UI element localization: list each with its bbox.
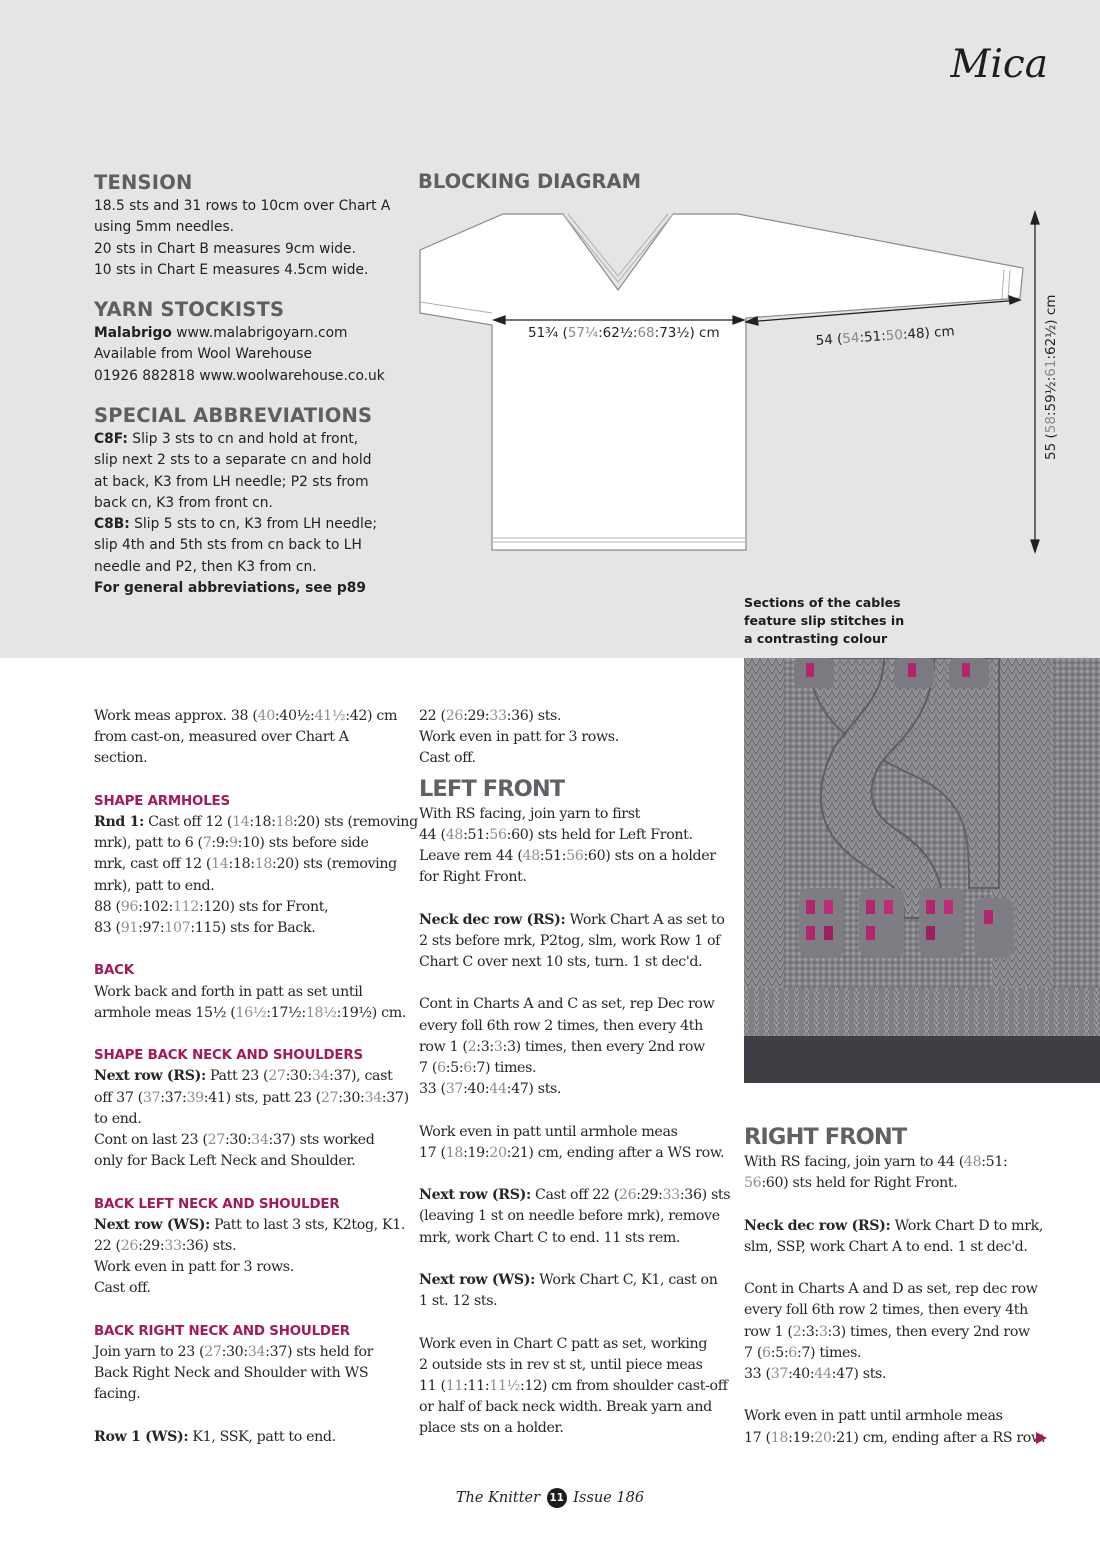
text-line: Cast off.: [94, 1280, 151, 1297]
text-line: or half of back neck width. Break yarn and: [419, 1399, 712, 1416]
text-line: 56:60) sts held for Right Front.: [744, 1175, 958, 1192]
text-line: Cont in Charts A and D as set, rep dec row: [744, 1281, 1038, 1298]
text-line: for Right Front.: [419, 869, 527, 886]
brand-url: www.malabrigoyarn.com: [171, 325, 348, 341]
section-heading-shape-back-neck: SHAPE BACK NECK AND SHOULDERS: [94, 1048, 363, 1064]
section-heading-left-front: LEFT FRONT: [419, 775, 565, 802]
text-line: Work back and forth in patt as set until: [94, 983, 363, 1000]
text-line: Work even in patt until armhole meas: [419, 1123, 678, 1140]
stockists-line: 01926 882818 www.woolwarehouse.co.uk: [94, 367, 385, 384]
page-footer: [0, 1488, 1100, 1508]
text-line: slm, SSP, work Chart A to end. 1 st dec'd.: [744, 1238, 1028, 1255]
text-line: mrk), patt to 6 (7:9:9:10) sts before side: [94, 835, 369, 852]
text-line: Chart C over next 10 sts, turn. 1 st dec'd.: [419, 954, 703, 971]
caption-line: feature slip stitches in: [744, 613, 905, 628]
brand-name: Malabrigo: [94, 325, 172, 341]
text-line: Work even in patt until armhole meas: [744, 1408, 1003, 1425]
magazine-name: The Knitter: [455, 1490, 541, 1506]
text-line: to end.: [94, 1110, 142, 1127]
text-line: Leave rem 44 (48:51:56:60) sts on a holder: [419, 848, 716, 865]
tension-line: using 5mm needles.: [94, 219, 235, 236]
continue-arrow-icon: [1036, 1432, 1047, 1444]
arrowhead: [1031, 212, 1039, 224]
length-measurement: 55 (58:59½:61:62½) cm: [1043, 294, 1059, 460]
text-line: section.: [94, 750, 148, 767]
text-line: off 37 (37:37:39:41) sts, patt 23 (27:30:34:37): [94, 1089, 409, 1106]
abbrev-line: slip next 2 sts to a separate cn and hold: [94, 452, 372, 469]
caption-line: a contrasting colour: [744, 631, 888, 646]
section-heading-right-front: RIGHT FRONT: [744, 1124, 907, 1150]
text-line: 22 (26:29:33:36) sts.: [419, 708, 562, 724]
abbrev-line: slip 4th and 5th sts from cn back to LH: [94, 537, 362, 554]
blocking-diagram: [408, 200, 1068, 560]
section-heading-back: BACK: [94, 963, 134, 979]
instructions-column-1: [94, 706, 418, 1448]
diagram-heading: BLOCKING DIAGRAM: [418, 170, 642, 193]
text-line: Next row (WS): Work Chart C, K1, cast on: [419, 1272, 718, 1288]
text-line: Cont in Charts A and C as set, rep Dec row: [419, 996, 715, 1013]
text-line: 17 (18:19:20:21) cm, ending after a WS row.: [419, 1144, 725, 1161]
stockists-section: [94, 297, 394, 387]
text-line: Back Right Neck and Shoulder with WS: [94, 1365, 369, 1382]
abbrev-line: needle and P2, then K3 from cn.: [94, 558, 317, 575]
text-line: only for Back Left Neck and Shoulder.: [94, 1153, 356, 1170]
text-line: Rnd 1: Cast off 12 (14:18:18:20) sts (removing: [94, 814, 418, 830]
section-heading-shape-armholes: SHAPE ARMHOLES: [94, 793, 230, 809]
text-line: Work even in patt for 3 rows.: [94, 1259, 294, 1276]
page-number-badge: 11: [547, 1488, 567, 1508]
tension-section: [94, 170, 394, 281]
text-line: Cont on last 23 (27:30:34:37) sts worked: [94, 1132, 375, 1149]
abbrev-line: [94, 514, 394, 535]
text-line: 44 (48:51:56:60) sts held for Left Front.: [419, 826, 693, 843]
abbrev-text: Slip 5 sts to cn, K3 from LH needle;: [129, 516, 377, 533]
abbrev-line: at back, K3 from LH needle; P2 sts from: [94, 473, 369, 490]
stockists-line: [94, 323, 394, 344]
text-line: from cast-on, measured over Chart A: [94, 729, 349, 746]
text-line: With RS facing, join yarn to first: [419, 805, 640, 822]
abbrev-line: back cn, K3 from front cn.: [94, 494, 273, 511]
text-line: place sts on a holder.: [419, 1420, 564, 1437]
text-line: mrk, work Chart C to end. 11 sts rem.: [419, 1229, 681, 1246]
width-measurement: 51¾ (57¼:62½:68:73½) cm: [528, 325, 720, 341]
text-line: 2 sts before mrk, P2tog, slm, work Row 1 of: [419, 932, 721, 949]
instructions-column-2: [419, 706, 729, 1440]
text-line: (leaving 1 st on needle before mrk), remove: [419, 1208, 720, 1225]
text-line: 7 (6:5:6:7) times.: [419, 1060, 537, 1077]
section-heading-back-left: BACK LEFT NECK AND SHOULDER: [94, 1196, 340, 1212]
text-line: 22 (26:29:33:36) sts.: [94, 1238, 237, 1255]
abbrev-text: Slip 3 sts to cn and hold at front,: [127, 431, 359, 447]
stockists-line: Available from Wool Warehouse: [94, 346, 312, 363]
abbrev-term: C8B:: [94, 516, 130, 533]
text-line: With RS facing, join yarn to 44 (48:51:: [744, 1154, 1008, 1170]
text-line: Neck dec row (RS): Work Chart D to mrk,: [744, 1217, 1044, 1234]
stockists-heading: YARN STOCKISTS: [94, 298, 285, 321]
photo-caption: [744, 594, 944, 648]
section-heading-back-right: BACK RIGHT NECK AND SHOULDER: [94, 1323, 350, 1339]
text-line: row 1 (2:3:3:3) times, then every 2nd row: [744, 1323, 1030, 1340]
text-line: mrk), patt to end.: [94, 877, 215, 894]
text-line: facing.: [94, 1386, 141, 1403]
text-line: Next row (RS): Patt 23 (27:30:34:37), cast: [94, 1068, 393, 1085]
text-line: Next row (RS): Cast off 22 (26:29:33:36) sts: [419, 1187, 731, 1204]
tension-heading: TENSION: [94, 171, 193, 194]
text-line: 83 (91:97:107:115) sts for Back.: [94, 920, 316, 937]
text-line: Work even in Chart C patt as set, working: [419, 1335, 708, 1352]
general-abbreviations-note: For general abbreviations, see p89: [94, 580, 366, 597]
text-line: 1 st. 12 sts.: [419, 1293, 498, 1310]
text-line: Row 1 (WS): K1, SSK, patt to end.: [94, 1428, 336, 1445]
abbreviations-section: [94, 403, 394, 599]
issue-number: Issue 186: [573, 1490, 645, 1506]
arrowhead: [1031, 540, 1039, 552]
text-line: every foll 6th row 2 times, then every 4th: [744, 1302, 1028, 1319]
tension-line: 10 sts in Chart E measures 4.5cm wide.: [94, 261, 369, 278]
text-line: Cast off.: [419, 750, 476, 767]
text-line: mrk, cast off 12 (14:18:18:20) sts (removing: [94, 856, 397, 873]
text-line: armhole meas 15½ (16½:17½:18½:19½) cm.: [94, 1004, 407, 1021]
text-line: 33 (37:40:44:47) sts.: [419, 1081, 562, 1098]
text-line: every foll 6th row 2 times, then every 4th: [419, 1017, 703, 1034]
abbrev-term: C8F:: [94, 431, 128, 447]
text-line: 7 (6:5:6:7) times.: [744, 1344, 862, 1361]
text-line: 17 (18:19:20:21) cm, ending after a RS row.: [744, 1429, 1046, 1446]
text-line: 11 (11:11:11½:12) cm from shoulder cast-off: [419, 1378, 728, 1394]
text-line: Join yarn to 23 (27:30:34:37) sts held for: [94, 1344, 374, 1361]
text-line: Work even in patt for 3 rows.: [419, 729, 619, 746]
sleeve-measurement: 54 (54:51:50:48) cm: [815, 323, 956, 349]
text-line: 2 outside sts in rev st st, until piece meas: [419, 1356, 703, 1373]
page-title: Mica: [950, 42, 1048, 87]
text-line: Next row (WS): Patt to last 3 sts, K2tog, K1.: [94, 1216, 406, 1233]
caption-line: Sections of the cables: [744, 595, 901, 610]
sweater-outline: [420, 214, 1023, 550]
text-line: row 1 (2:3:3:3) times, then every 2nd row: [419, 1038, 705, 1055]
text-line: Work meas approx. 38 (40:40½:41½:42) cm: [94, 708, 398, 724]
abbrev-line: [94, 429, 394, 450]
text-line: 33 (37:40:44:47) sts.: [744, 1366, 887, 1382]
tension-line: 18.5 sts and 31 rows to 10cm over Chart A: [94, 198, 391, 214]
instructions-column-3: [744, 1122, 1054, 1449]
knit-cable-photo: [744, 658, 1100, 1083]
abbreviations-heading: SPECIAL ABBREVIATIONS: [94, 404, 373, 427]
text-line: 88 (96:102:112:120) sts for Front,: [94, 898, 329, 915]
text-line: Neck dec row (RS): Work Chart A as set to: [419, 911, 725, 928]
tension-line: 20 sts in Chart B measures 9cm wide.: [94, 240, 356, 257]
